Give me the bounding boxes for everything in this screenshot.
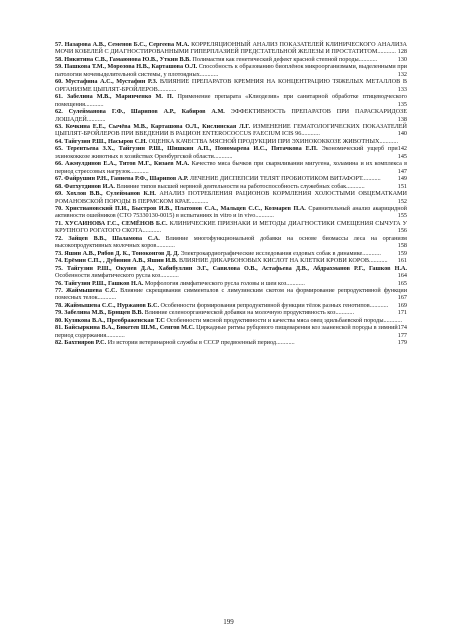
entry-title: КОРРЕЛЯЦИОННЫЙ АНАЛИЗ ПОКАЗАТЕЛЕЙ КЛИНИЧЕСКОГО АНАЛИЗА МОЧИ КОБЕЛЕЙ С ДИАГНОСТИРОВАННЫМИ ГИПЕРПЛАЗИЕЙ ПРЕДСТАТЕЛЬНОЙ ЖЕЛЕЗЫ И ПРОСТАТИТОМ <box>55 41 408 56</box>
leader-dots: ............ <box>383 316 403 324</box>
toc-entry <box>55 309 407 316</box>
entry-title: Морфология лимфатического русла головы и шеи коз <box>144 279 287 287</box>
entry-title: ВЛИЯНИЕ ПРЕПАРАТОВ КРЕМНИЯ НА КОНЦЕНТРАЦИЮ ТЯЖЕЛЫХ МЕТАЛЛОВ В ОРГАНИЗМЕ ЦЫПЛЯТ-БРОЙЛЕРОВ <box>55 78 407 93</box>
entry-authors: Тайгузин Р.Ш., Гашков Н.А. <box>64 279 144 287</box>
entry-title: АНАЛИЗ ПОТРЕБЛЕНИЯ РАЦИОНОВ КОРМЛЕНИЯ ХОЛОСТЫМИ ОВЦЕМАТКАМИ РОМАНОВСКОЙ ПОРОДЫ В ПЕРМСКОМ КРАЕ <box>55 190 408 205</box>
entry-page: 167 <box>397 294 407 302</box>
toc-entry <box>55 41 407 56</box>
entry-title: ОЦЕНКА КАЧЕСТВА МЯСНОЙ ПРОДУКЦИИ ПРИ ЭХИНОКОККОЗЕ ЖИВОТНЫХ <box>148 137 380 145</box>
entry-title: Особенности лимфатического русла коз <box>55 272 161 280</box>
entry-number: 65. <box>55 145 63 153</box>
toc-entry <box>55 287 407 302</box>
entry-authors: Пашкова Т.М., Морозова Н.В., Карташова О.Л. <box>64 63 198 71</box>
entry-page: 130 <box>397 55 407 63</box>
entry-number: 70. <box>55 204 63 212</box>
leader-dots: ............ <box>84 100 104 108</box>
entry-authors: Мустафина А.С., Мустафин Р.З. <box>65 78 158 86</box>
leader-dots: ............ <box>368 257 388 265</box>
entry-title: Влияние многофункциональной добавки на основе биомассы леса на организм высокопродуктивных молочных коров <box>55 234 407 250</box>
entry-number: 77. <box>55 286 63 294</box>
entry-page: 171 <box>397 309 407 317</box>
entry-page: 135 <box>397 100 407 108</box>
entry-page: 149 <box>397 175 407 183</box>
entry-page: 165 <box>397 279 407 287</box>
leader-dots: ............ <box>358 55 378 63</box>
entry-authors: Ажмулдинов Е.А., Титов М.Г., Кизаев М.А. <box>65 160 190 168</box>
entry-authors: Кузякова В.А., Преображенская Т.С <box>64 316 165 324</box>
entry-number: 66. <box>55 160 63 168</box>
table-of-contents <box>55 41 407 347</box>
entry-authors: Ерёмин С.П., , Дубинин А.В., Яшин И.В. <box>64 257 178 265</box>
toc-entry <box>55 93 407 108</box>
entry-title: Полимастия как генетический дефект красной степной породы <box>192 55 359 63</box>
entry-number: 72. <box>55 234 63 242</box>
entry-authors: Забелина М.В., Маринченко М. П. <box>66 93 174 101</box>
entry-authors: Забелина М.В., Брнщев В.В. <box>64 309 144 317</box>
entry-number: 75. <box>55 264 63 272</box>
entry-title: Циркадные ритмы рубцового пищеварения коз зааненской породы в зимний период содержания <box>55 324 398 339</box>
toc-entry <box>55 108 407 123</box>
entry-number: 82. <box>55 339 63 347</box>
entry-number: 59. <box>55 63 63 71</box>
leader-dots: ............ <box>286 279 305 287</box>
entry-authors: Тайгузин Р.Ш., Насыров С.Н. <box>64 137 148 145</box>
entry-page: 158 <box>397 242 407 250</box>
entry-authors: Хохлов В.В., Сулейманов К.Н. <box>66 190 156 198</box>
leader-dots: ............ <box>160 272 179 280</box>
entry-number: 79. <box>55 309 63 317</box>
entry-authors: Бахтияров Р.С. <box>64 339 107 347</box>
leader-dots: ............ <box>379 137 398 145</box>
leader-dots: ............ <box>130 167 149 175</box>
entry-number: 76. <box>55 279 63 287</box>
leader-dots: ............ <box>255 212 274 220</box>
entry-title: ЭФФЕКТИВНОСТЬ ПРЕПАРАТОВ ПРИ ПАРАСКАРИДОЗЕ ЛОШАДЕЙ <box>55 108 407 123</box>
entry-page: 161 <box>397 257 407 265</box>
entry-number: 67. <box>55 175 63 183</box>
entry-number: 62. <box>55 108 63 116</box>
entry-title: Влияние селеноорганической добавки на молочную продуктивность коз <box>144 309 336 317</box>
toc-entry <box>55 250 407 257</box>
leader-dots: ............ <box>362 175 381 183</box>
toc-entry <box>55 220 407 235</box>
entry-authors: Кочкина Е.Е., Сычёва М.В., Карташова О.Л., Кислинская Л.Г. <box>65 122 251 130</box>
entry-page: 179 <box>397 339 407 347</box>
entry-authors: Байсыркина В.А., Бикетев Ш.М., Сенгов М.С. <box>64 324 195 332</box>
entry-title: Из истории ветеринарной службы в СССР предвоенный период <box>107 339 277 347</box>
entry-authors: Файрушин Р.Н., Ганиева Р.Ф., Шарипов А.Р. <box>64 175 189 183</box>
leader-dots: ............ <box>156 242 175 250</box>
toc-entry <box>55 257 407 264</box>
toc-entry <box>55 280 407 287</box>
entry-page: 151 <box>397 182 407 190</box>
entry-title: Влияние типов высшей нервной деятельности на работоспособность служебных собак <box>116 182 347 190</box>
entry-number: 78. <box>55 301 63 309</box>
toc-entry <box>55 63 407 78</box>
leader-dots: ............ <box>362 249 381 257</box>
toc-entry <box>55 302 407 309</box>
entry-number: 63. <box>55 122 63 130</box>
entry-number: 73. <box>55 249 63 257</box>
leader-dots: ............ <box>213 152 233 160</box>
entry-authors: Тайгузин Р.Ш., Окунев Д.А., Хабибуллин Э.Г., Савилова О.В., Астафьева Д.В., Абдрахманов Р.Г., Гашков Н.А. <box>66 264 407 272</box>
entry-page: 142 <box>397 145 407 153</box>
page-number: 199 <box>223 618 234 626</box>
entry-number: 57. <box>55 41 63 48</box>
entry-page: 177 <box>397 331 407 339</box>
leader-dots: ............ <box>377 48 396 56</box>
entry-title: Сравнительный анализ акарицидной активности ошейников (СТО 75330130-0015) в испытаниях in vitro и in vivo <box>55 204 407 220</box>
entry-page: 145 <box>397 152 407 160</box>
entry-number: 60. <box>55 78 63 86</box>
entry-authors: Фатхутдинов И.А. <box>64 182 115 190</box>
entry-title: ВЛИЯНИЕ ДИКАРБОНОВЫХ КИСЛОТ НА КЛЕТКИ КРОВИ КОРОВ <box>178 257 369 265</box>
entry-number: 81. <box>55 324 63 332</box>
entry-title: Особенности мясной продуктивности и качества мяса овец эдильбаевской породы <box>166 316 384 324</box>
entry-authors: Сулейманова Г.Ф., Шарипов А.Р., Кабиров А.М. <box>68 108 225 116</box>
entry-page: 156 <box>397 227 407 235</box>
leader-dots: ............ <box>157 85 177 93</box>
toc-entry <box>55 190 407 205</box>
toc-entry <box>55 145 407 160</box>
entry-authors: Зайцев В.В., Шаламова С.А. <box>68 234 160 242</box>
toc-entry <box>55 78 407 93</box>
leader-dots: ............ <box>276 339 295 347</box>
leader-dots: ............ <box>97 294 117 302</box>
entry-authors: Терентьева З.Х., Тайгузин Р.Ш., Шишкин А.П., Пономарева И.С., Пятачкова Е.П. <box>66 145 318 153</box>
entry-title: Электрокардиографические исследования ездовых собак в динамике <box>180 249 363 257</box>
toc-entry <box>55 324 407 339</box>
entry-authors: Никитина С.В., Гамаюнова Ю.В., Уткин В.В. <box>64 55 191 63</box>
leader-dots: ............ <box>369 301 389 309</box>
entry-authors: Яшин А.В., Рябов Д. К., Тоноконгов Д. Д. <box>64 249 180 257</box>
entry-authors: Назарова А.В., Семенов Б.С., Сергеева М.А. <box>64 41 190 48</box>
toc-entry <box>55 235 407 250</box>
entry-authors: ХУСАИНОВА Г.С., СЕМЁНОВ Б.С. <box>64 219 168 227</box>
toc-entry <box>55 265 407 280</box>
entry-number: 64. <box>55 137 63 145</box>
entry-page: 159 <box>397 249 407 257</box>
leader-dots: ............ <box>189 197 209 205</box>
entry-page: 169 <box>397 301 407 309</box>
entry-number: 80. <box>55 316 63 324</box>
toc-entry <box>55 205 407 220</box>
entry-authors: Жаймышева С.С., Нуржанов Б.С. <box>64 301 159 309</box>
entry-title: Качество мяса бычков при скармливании мигугена, холамина и их комплекса в период стрессовых нагрузок <box>55 160 408 175</box>
entry-number: 61. <box>55 93 63 101</box>
entry-page: 155 <box>397 212 407 220</box>
entry-title: КЛИНИЧЕСКИЕ ПРИЗНАКИ И МЕТОДЫ ДИАГНОСТИКИ СМЕЩЕНИЯ СЫЧУГА У КРУПНОГО РОГАТОГО СКОТА <box>55 219 408 235</box>
toc-entry <box>55 123 407 138</box>
leader-dots: ............ <box>335 309 355 317</box>
entry-page: 132 <box>397 70 407 78</box>
entry-page: 140 <box>397 130 407 138</box>
entry-authors: Жаймышева С.С. <box>65 286 118 294</box>
entry-number: 74. <box>55 257 63 265</box>
entry-number: 68. <box>55 182 63 190</box>
toc-entry <box>55 175 407 182</box>
leader-dots: ............ <box>301 130 320 138</box>
entry-title: Применение препарата «Клиодезив» при санитарной обработке птицеводческого помещения <box>55 93 408 108</box>
entry-title: Особенности формирования репродуктивной функции тёлок разных генотипов <box>160 301 370 309</box>
entry-page: 152 <box>397 197 407 205</box>
entry-title: Способность к образованию биоплёнок микроорганизмами, выделенными при патологии мочевыделительной системы, у плотоядных <box>55 63 407 78</box>
leader-dots: ............ <box>106 331 125 339</box>
entry-page: 133 <box>397 85 407 93</box>
entry-authors: Христиановский П.И., Быстров И.В., Платонов С.А., Мальцев С.С., Козмарев П.А. <box>65 204 306 212</box>
entry-title: ИЗМЕНЕНИЕ ГЕМАТОЛОГИЧЕСКИХ ПОКАЗАТЕЛЕЙ ЦЫПЛЯТ-БРОЙЛЕРОВ ПРИ ВВЕДЕНИИ В РАЦИОН ENTEROCOCCUS FAECIUM ICIS 96 <box>55 122 408 138</box>
entry-number: 58. <box>55 55 63 63</box>
toc-entry <box>55 160 407 175</box>
entry-number: 69. <box>55 190 63 198</box>
entry-number: 71. <box>55 219 63 227</box>
entry-page: 174 <box>397 324 407 332</box>
leader-dots: ............ <box>346 182 365 190</box>
leader-dots: ............ <box>199 70 219 78</box>
entry-title: Влияние скрещивания симменталов с лимузинским скотом на формирование репродуктивной функции помесных телок <box>55 286 408 302</box>
leader-dots: ............ <box>142 227 162 235</box>
leader-dots: ............ <box>86 115 106 123</box>
entry-page: 128 <box>397 48 407 56</box>
entry-page: 164 <box>397 272 407 280</box>
entry-page: 138 <box>397 115 407 123</box>
entry-title: ЛЕЧЕНИЕ ДИСПЕПСИИ ТЕЛЯТ ПРОБИОТИКОМ ВИТАФОРТ <box>189 175 363 183</box>
toc-entry <box>55 339 407 346</box>
entry-page: 147 <box>397 167 407 175</box>
entry-title: Экономический ущерб при эхинококкозе животных в хозяйствах Оренбургской области <box>55 145 398 160</box>
toc-entry <box>55 183 407 190</box>
toc-entry <box>55 56 407 63</box>
